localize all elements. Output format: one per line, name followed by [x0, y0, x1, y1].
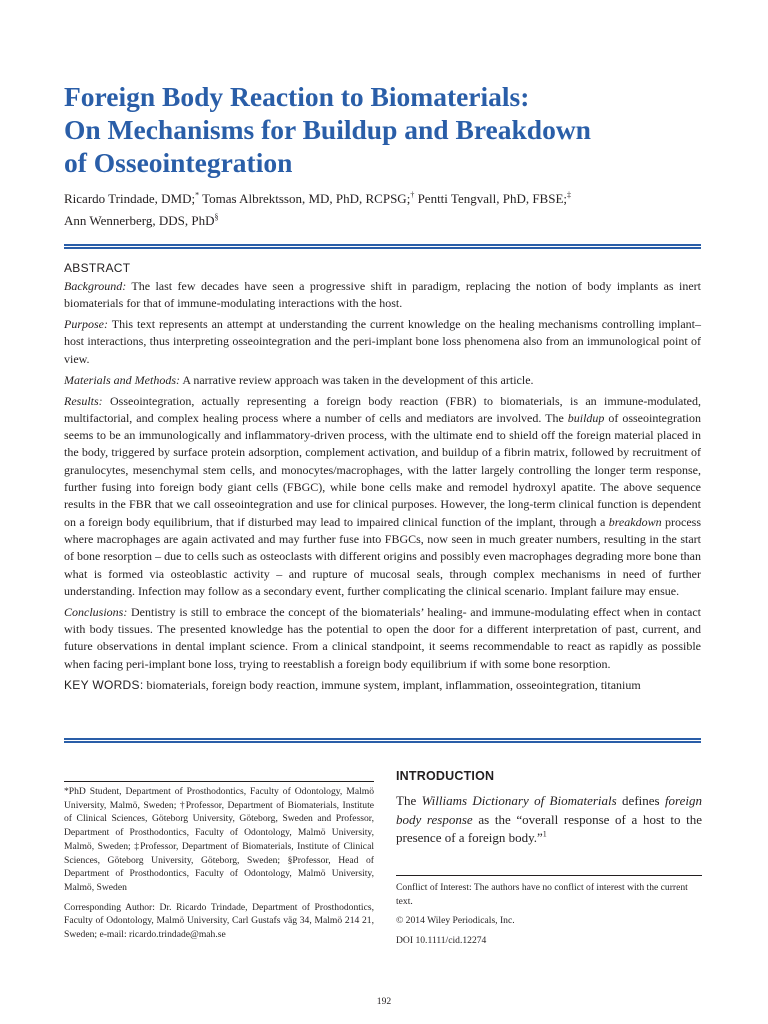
intro-text-1: The [396, 793, 422, 808]
results-text-1: Osseointegration, actually representing a foreign body reaction (FBR) to biomaterials, is an immune-modulated, multifactorial, and complex healing process where a number of cells and mediators are involved. The [64, 393, 701, 425]
introduction-text [396, 792, 702, 848]
intro-text-3: as the “overall response of a host to the presence of a foreign body.” [396, 811, 702, 845]
methods-text: A narrative review approach was taken in the development of this article. [180, 372, 534, 387]
affiliations: *PhD Student, Department of Prosthodontics, Faculty of Odontology, Malmö University, Malmö, Sweden; †Professor, Department of Biomaterials, Institute of Clinical Sciences, Göteborg University, Göteborg, Sweden and Professor, Department of Prosthodontics, Faculty of Odontology, Malmö University, Malmö, Sweden; ‡Professor, Department of Biomaterials, Institute of Clinical Sciences, Göteborg University, Göteborg, Sweden; §Professor, Head of Department of Prosthodontics, Faculty of Odontology, Malmö University, Malmö, Sweden [64, 786, 374, 893]
abstract-results [64, 393, 701, 601]
doi: DOI 10.1111/cid.12274 [396, 935, 487, 947]
footnote-block [64, 785, 374, 948]
results-label: Results: [64, 393, 103, 408]
introduction-heading: INTRODUCTION [396, 769, 495, 783]
conflict-block [396, 881, 702, 954]
background-text: The last few decades have seen a progressive shift in paradigm, replacing the notion of body implants as inert biomaterials for that of immune-modulating interactions with the host. [64, 279, 701, 311]
footnote-divider [64, 781, 374, 782]
abstract-section [64, 260, 701, 694]
author-list [64, 188, 714, 232]
abstract-heading: ABSTRACT [64, 261, 131, 275]
author-3-mark: ‡ [567, 190, 572, 200]
author-2: Tomas Albrektsson, MD, PhD, RCPSG; [199, 191, 411, 206]
abstract-purpose [64, 316, 701, 368]
copyright: © 2014 Wiley Periodicals, Inc. [396, 915, 515, 927]
intro-reference: 1 [542, 829, 547, 839]
abstract-methods [64, 372, 701, 389]
intro-emphasis-dictionary: Williams Dictionary of Biomaterials [421, 793, 617, 808]
title-line-3: of Osseointegration [64, 147, 293, 178]
page-number: 192 [376, 996, 392, 1007]
title-line-1: Foreign Body Reaction to Biomaterials: [64, 81, 530, 112]
abstract-conclusions [64, 604, 701, 673]
author-4: Ann Wennerberg, DDS, PhD [64, 213, 215, 228]
author-3: Pentti Tengvall, PhD, FBSE; [414, 191, 568, 206]
title-line-2: On Mechanisms for Buildup and Breakdown [64, 114, 591, 145]
keywords-label: KEY WORDS: [64, 677, 144, 692]
methods-label: Materials and Methods: [64, 372, 180, 387]
author-4-mark: § [214, 212, 219, 222]
author-1-mark: * [195, 190, 200, 200]
intro-text-2: defines [616, 793, 665, 808]
results-emphasis-buildup: buildup [567, 410, 605, 425]
author-line-2 [64, 210, 714, 232]
conclusions-text: Dentistry is still to embrace the concept of the biomaterials’ healing- and immune-modulating effect when in contact with body tissues. The presented knowledge has the potential to open the door for a different interpretation of past, current, and future observations in dental implant science. From a clinical standpoint, it seems recommendable to react as rapidly as possible when facing peri-implant bone loss, trying to reestablish a foreign body equilibrium if with some bone resorption. [64, 604, 701, 671]
intro-emphasis-term: foreign body response [396, 793, 703, 827]
background-label: Background: [64, 279, 127, 293]
article-title [64, 80, 714, 179]
bottom-double-rule [64, 738, 701, 743]
keywords [64, 677, 701, 694]
purpose-label: Purpose: [64, 317, 108, 332]
author-1: Ricardo Trindade, DMD; [64, 191, 196, 206]
results-emphasis-breakdown: breakdown [608, 514, 662, 529]
abstract-background [64, 278, 701, 313]
keywords-text: biomaterials, foreign body reaction, immune system, implant, inflammation, osseointegration, titanium [143, 677, 641, 692]
results-text-2: of osseointegration seems to be an immunologically and inflammatory-driven process, with the ultimate end to shield off the foreign material placed in the body, triggered by surface protein adsorption, complement activation, and buildup of a fibrin matrix, followed by recruitment of granulocytes, mesenchymal stem cells, and monocytes/macrophages, with the latter largely controlling the longer term response, further fusing into foreign body giant cells (FBGC), while bone cells make and remodel hydroxyl apatite. The above sequence results in the FBR that we call osseointegration and use for clinical purposes. However, the long-term clinical function is dependent on a foreign body equilibrium, that if disturbed may lead to impaired clinical function of the implant, through a [64, 410, 701, 529]
results-text-3: process where macrophages are again activated and may further fuse into FBGCs, now seen in much greater numbers, resulting in the start of bone resorption – due to cells such as osteoclasts with different origins and possibly even macrophages degrading more bone than what is formed via osteoblastic activity – and rupture of mucosal seals, through complex mechanisms in need of further understanding. Infection may follow as a secondary event, further complicating the clinical scenario. Implant failure may ensue. [64, 514, 701, 598]
corresponding-author: Corresponding Author: Dr. Ricardo Trindade, Department of Prosthodontics, Faculty of Odontology, Malmö University, Carl Gustafs väg 34, Malmö 214 21, Sweden; e-mail: ricardo.trindade@mah.se [64, 901, 374, 941]
author-line-1 [64, 188, 714, 210]
conflict-of-interest: Conflict of Interest: The authors have no conflict of interest with the current text. [396, 882, 688, 907]
conclusions-label: Conclusions: [64, 604, 128, 619]
top-double-rule [64, 244, 701, 249]
conflict-divider [396, 875, 702, 876]
purpose-text: This text represents an attempt at understanding the current knowledge on the healing mechanisms controlling implant–host interactions, thus interpreting osseointegration and the peri-implant bone loss phenomena also from an immunological point of view. [64, 317, 701, 366]
author-2-mark: † [410, 190, 415, 200]
